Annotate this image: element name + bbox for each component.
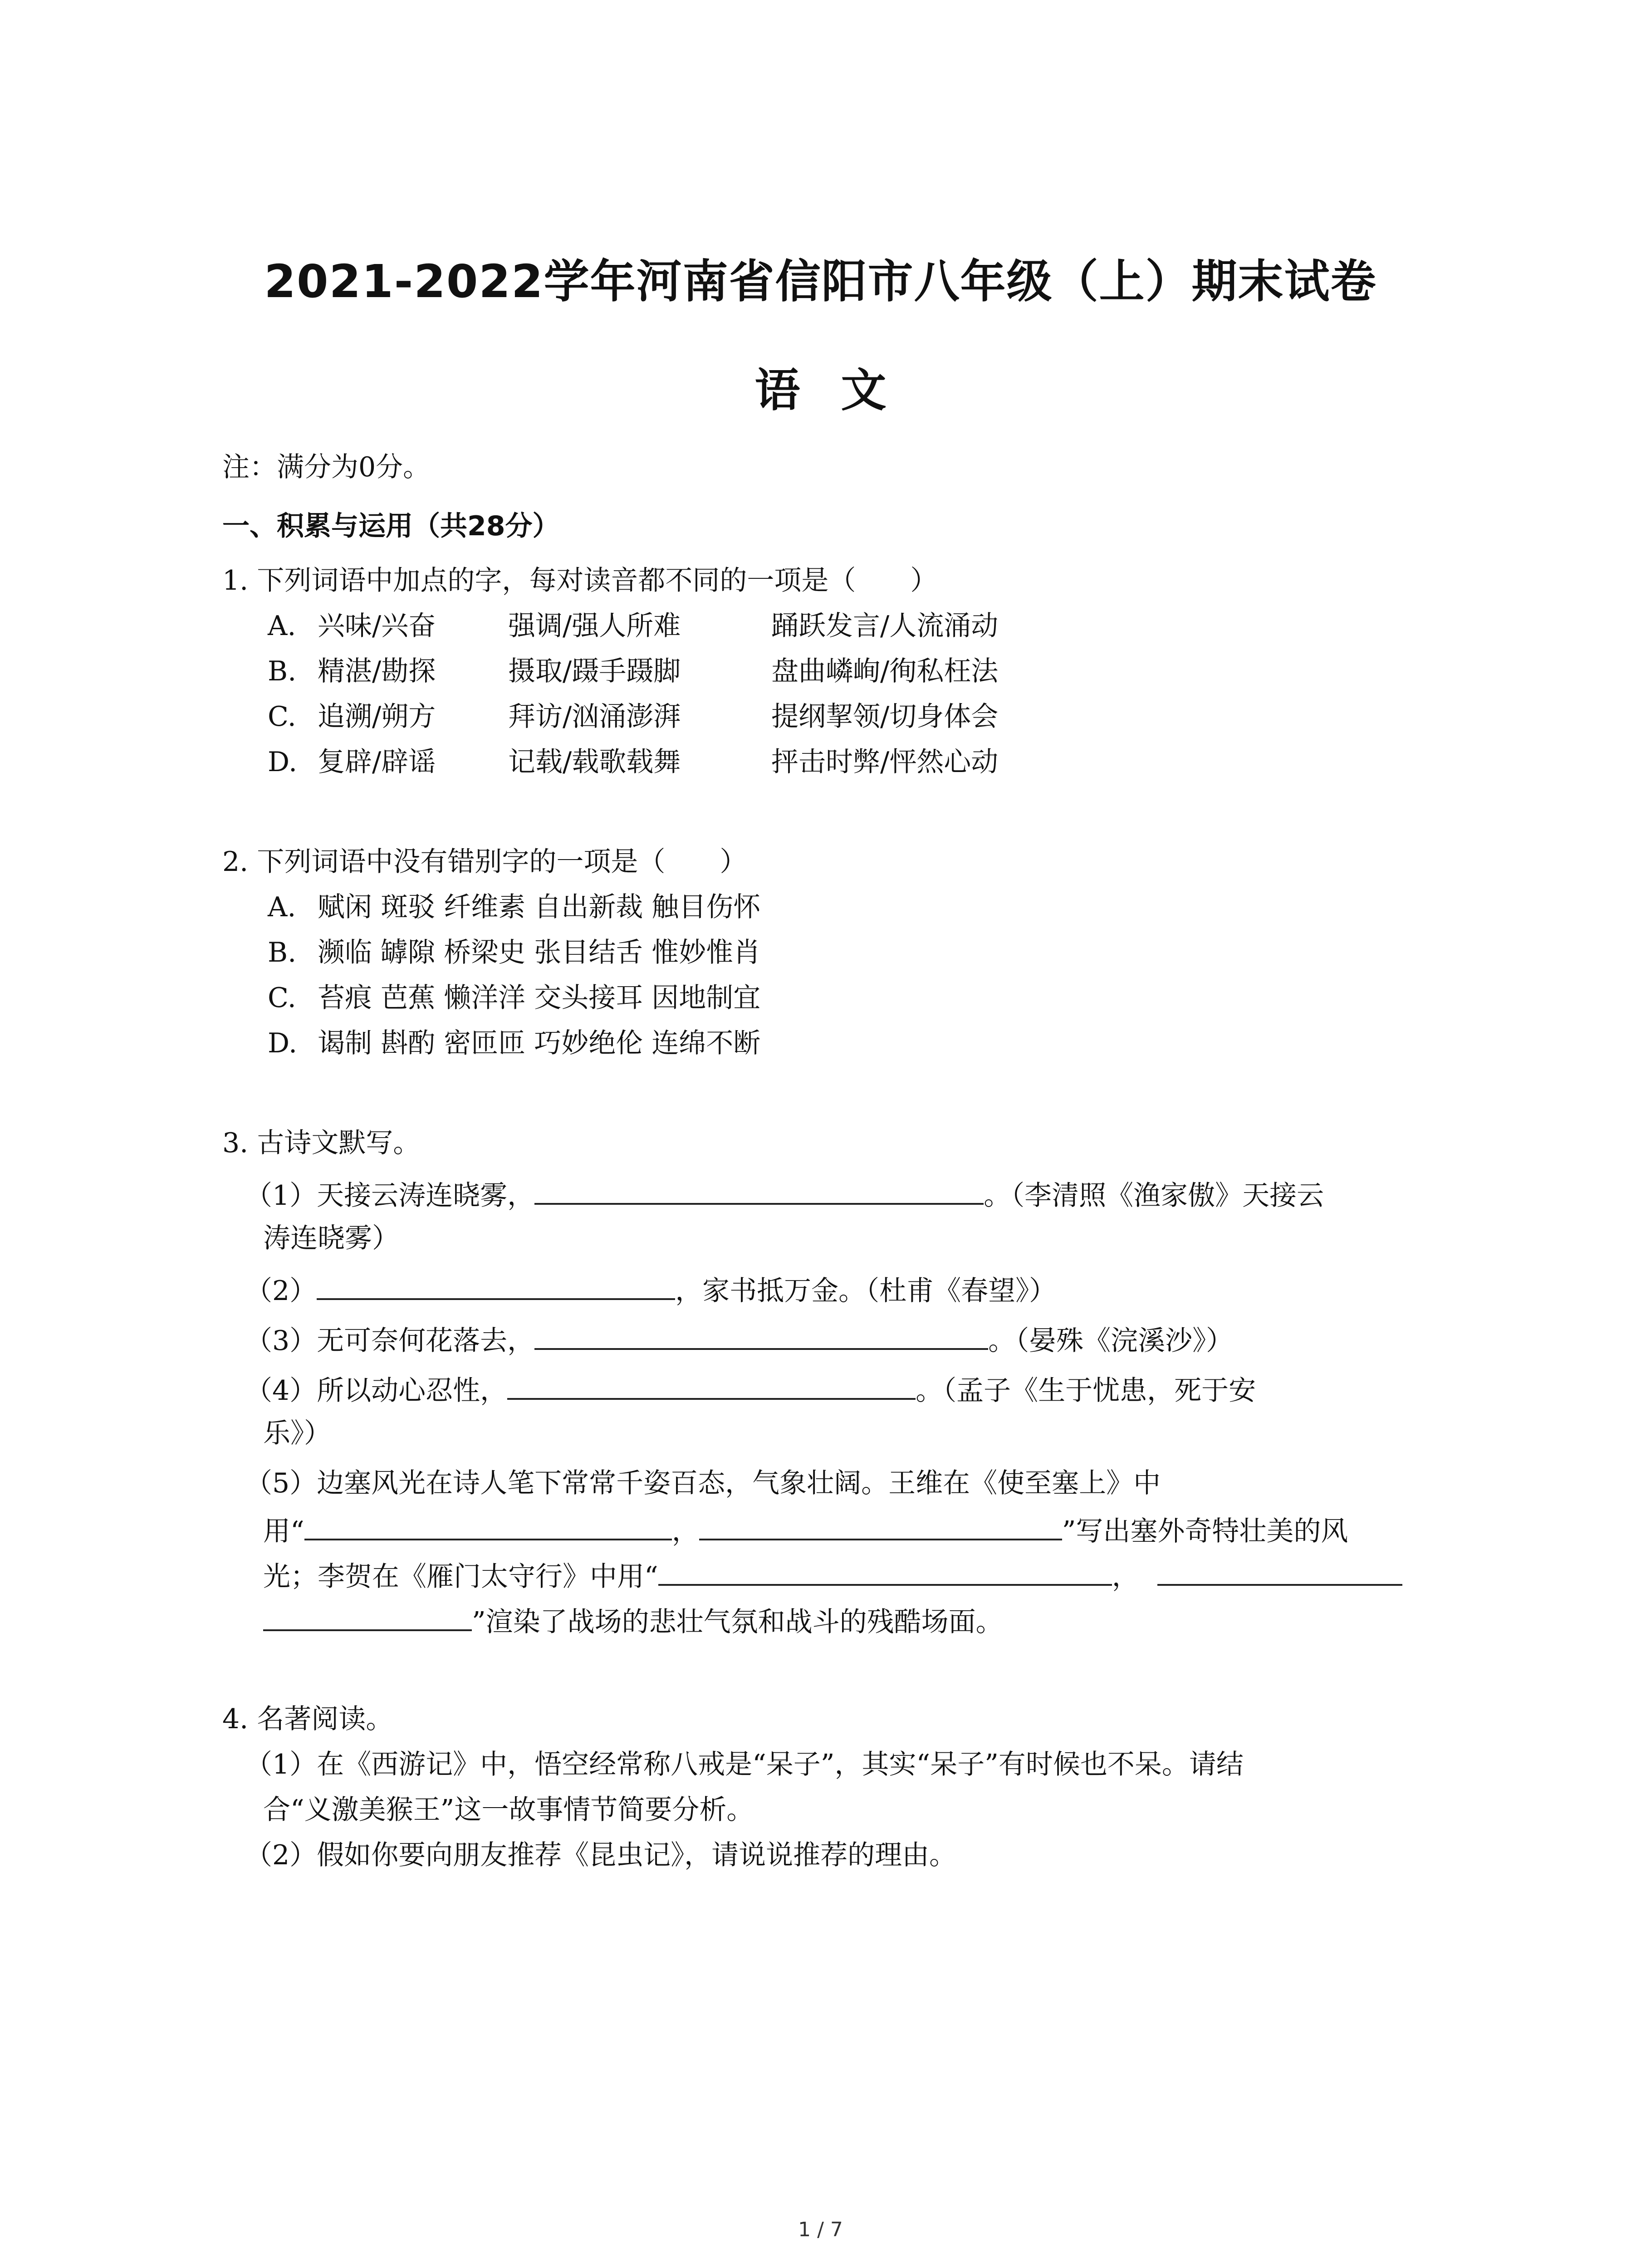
poem-text: ，家书抵万金。（杜甫《春望》） bbox=[675, 1275, 1057, 1307]
option-label: D. bbox=[268, 746, 298, 778]
poem-text: 光；李贺在《雁门太守行》中用“ bbox=[263, 1561, 658, 1593]
poem-text: 用“ bbox=[263, 1515, 304, 1547]
answer-blank[interactable] bbox=[263, 1601, 472, 1631]
q3-item-1-cont: 涛连晓雾） bbox=[263, 1222, 399, 1254]
q1-option-d bbox=[268, 744, 998, 780]
poem-text: 。（孟子《生于忧患，死于安 bbox=[916, 1375, 1256, 1407]
option-label: B. bbox=[268, 655, 297, 687]
q2-option-c bbox=[268, 980, 760, 1016]
poem-text: （4）所以动心忍性， bbox=[245, 1375, 508, 1407]
option-label: A. bbox=[268, 891, 296, 923]
answer-blank[interactable] bbox=[658, 1556, 1112, 1586]
q3-item-4 bbox=[245, 1370, 1256, 1409]
exam-subject: 语文 bbox=[754, 364, 927, 417]
option-word-3: 提纲挈领/切身体会 bbox=[771, 701, 999, 733]
answer-blank[interactable] bbox=[699, 1510, 1062, 1540]
page-number: 1 / 7 bbox=[798, 2218, 843, 2241]
option-label: A. bbox=[268, 610, 296, 642]
option-text: 赋闲 斑驳 纤维素 自出新裁 触目伤怀 bbox=[318, 891, 761, 923]
answer-blank[interactable] bbox=[304, 1510, 672, 1540]
q1-option-b bbox=[268, 653, 998, 689]
option-word-3: 踊跃发言/人流涌动 bbox=[771, 610, 999, 642]
poem-text: 。（李清照《渔家傲》天接云 bbox=[984, 1180, 1324, 1212]
poem-text: ”渲染了战场的悲壮气氛和战斗的残酷场面。 bbox=[472, 1606, 1003, 1638]
q3-item-4-cont: 乐》） bbox=[263, 1418, 331, 1449]
exam-title: 2021-2022学年河南省信阳市八年级（上）期末试卷 bbox=[264, 255, 1377, 308]
answer-blank[interactable] bbox=[507, 1370, 916, 1400]
poem-text: 。（晏殊《浣溪沙》） bbox=[988, 1325, 1234, 1357]
answer-blank[interactable] bbox=[534, 1175, 984, 1205]
option-word-2: 摄取/蹑手蹑脚 bbox=[508, 655, 681, 687]
poem-text: ”写出塞外奇特壮美的风 bbox=[1062, 1515, 1348, 1547]
poem-text: ， bbox=[1112, 1561, 1139, 1593]
option-word-3: 盘曲嶙峋/徇私枉法 bbox=[771, 655, 999, 687]
option-text: 苔痕 芭蕉 懒洋洋 交头接耳 因地制宜 bbox=[318, 982, 761, 1014]
q1-option-a bbox=[268, 608, 998, 644]
option-text: 谒制 斟酌 密匝匝 巧妙绝伦 连绵不断 bbox=[318, 1027, 761, 1059]
q4-item-1: （1）在《西游记》中，悟空经常称八戒是“呆子”，其实“呆子”有时候也不呆。请结 bbox=[245, 1749, 1244, 1780]
answer-blank[interactable] bbox=[1157, 1556, 1402, 1586]
q2-option-b bbox=[268, 934, 760, 971]
q3-item-2 bbox=[245, 1270, 1056, 1309]
q4-item-2: （2）假如你要向朋友推荐《昆虫记》，请说说推荐的理由。 bbox=[245, 1839, 957, 1871]
option-word-1: 兴味/兴奋 bbox=[318, 610, 436, 642]
q4-stem: 4. 名著阅读。 bbox=[222, 1703, 393, 1735]
option-word-1: 精湛/勘探 bbox=[318, 655, 436, 687]
option-word-2: 拜访/汹涌澎湃 bbox=[508, 701, 681, 733]
q2-option-a bbox=[268, 889, 760, 925]
option-label: C. bbox=[268, 701, 296, 733]
poem-text: ， bbox=[671, 1515, 699, 1547]
option-label: B. bbox=[268, 937, 297, 968]
q3-item-3 bbox=[245, 1320, 1233, 1359]
option-text: 濒临 罅隙 桥梁史 张目结舌 惟妙惟肖 bbox=[318, 937, 761, 968]
q1-stem: 1. 下列词语中加点的字，每对读音都不同的一项是（ ） bbox=[222, 565, 938, 596]
q3-stem: 3. 古诗文默写。 bbox=[222, 1127, 421, 1159]
poem-text: （1）天接云涛连晓雾， bbox=[245, 1180, 535, 1212]
answer-blank[interactable] bbox=[534, 1320, 988, 1350]
q2-stem: 2. 下列词语中没有错别字的一项是（ ） bbox=[222, 846, 747, 878]
option-word-2: 强调/强人所难 bbox=[508, 610, 681, 642]
q4-item-1-cont: 合“义激美猴王”这一故事情节简要分析。 bbox=[263, 1794, 754, 1826]
option-word-2: 记载/载歌载舞 bbox=[508, 746, 681, 778]
q3-item-1 bbox=[245, 1175, 1324, 1214]
q3-item-5-line3 bbox=[263, 1556, 1402, 1595]
q3-item-5-line4 bbox=[263, 1601, 1003, 1640]
section-heading: 一、积累与运用（共28分） bbox=[222, 510, 560, 542]
option-word-1: 复辟/辟谣 bbox=[318, 746, 436, 778]
answer-blank[interactable] bbox=[317, 1270, 675, 1300]
poem-text: （3）无可奈何花落去， bbox=[245, 1325, 535, 1357]
option-word-3: 抨击时弊/怦然心动 bbox=[771, 746, 999, 778]
q3-item-5-line2 bbox=[263, 1510, 1348, 1549]
option-label: C. bbox=[268, 982, 296, 1014]
q1-option-c bbox=[268, 699, 998, 735]
q3-item-5: （5）边塞风光在诗人笔下常常千姿百态，气象壮阔。王维在《使至塞上》中 bbox=[245, 1467, 1161, 1499]
option-word-1: 追溯/朔方 bbox=[318, 701, 436, 733]
q2-option-d bbox=[268, 1025, 760, 1061]
poem-text: （2） bbox=[245, 1275, 317, 1307]
score-note: 注：满分为0分。 bbox=[222, 451, 431, 483]
option-label: D. bbox=[268, 1027, 298, 1059]
